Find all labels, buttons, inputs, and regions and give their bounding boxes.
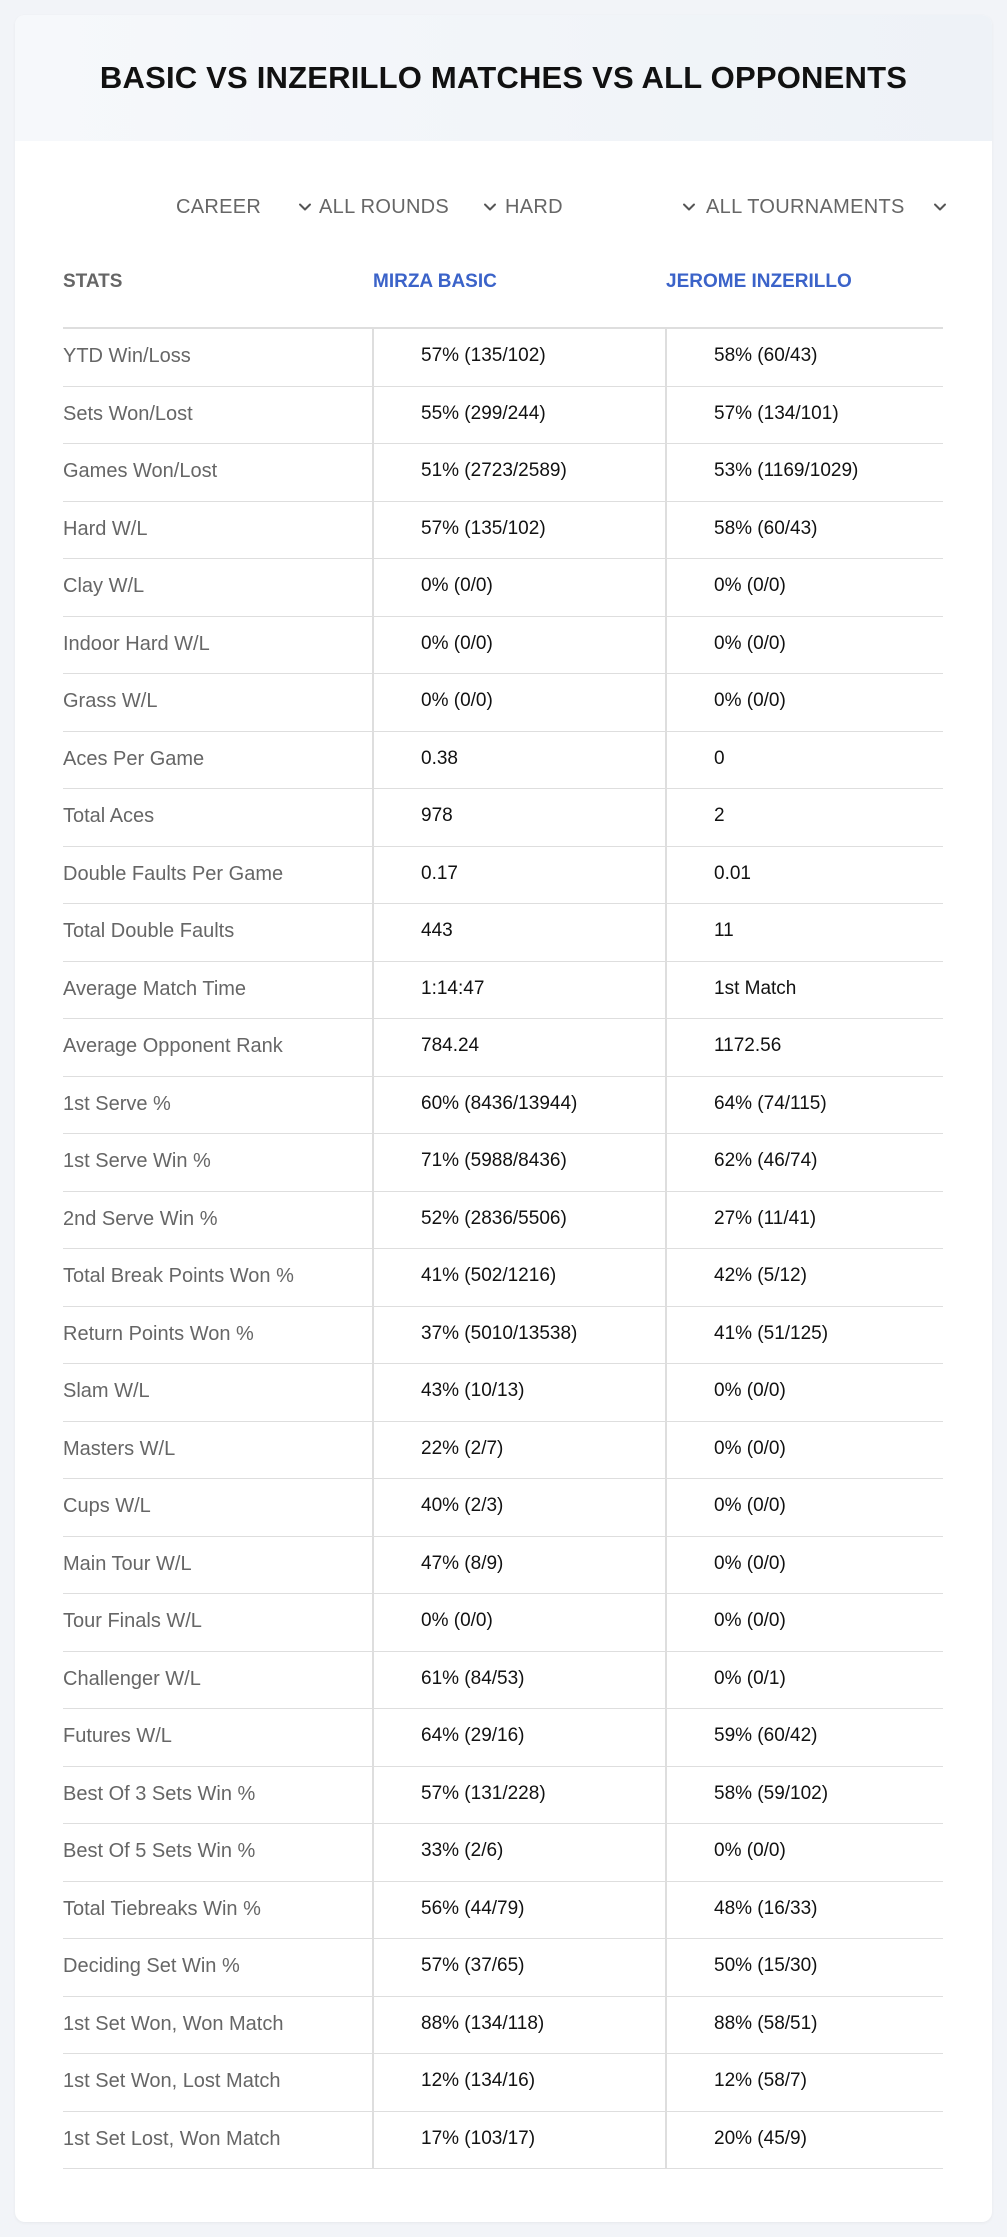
- column-divider: [372, 502, 374, 559]
- column-divider: [372, 387, 374, 444]
- player1-stat-value: 56% (44/79): [421, 1897, 525, 1919]
- player2-stat-value: 0% (0/0): [714, 575, 786, 596]
- player1-stat-value: 57% (131/228): [421, 1782, 546, 1804]
- column-divider: [665, 1997, 667, 2054]
- column-divider: [372, 617, 374, 674]
- player1-stat-value: 33% (2/6): [421, 1840, 504, 1861]
- table-row: [63, 1767, 943, 1825]
- stats-column-header: STATS: [63, 271, 123, 292]
- column-divider: [372, 2054, 374, 2111]
- table-row: [63, 387, 943, 445]
- player1-stat-value: 55% (299/244): [421, 402, 546, 424]
- column-divider: [665, 1249, 667, 1306]
- player1-stat-value: 47% (8/9): [421, 1552, 504, 1574]
- player1-stat-value: 57% (37/65): [421, 1955, 525, 1976]
- player1-stat-value: 61% (84/53): [421, 1667, 525, 1689]
- column-divider: [665, 1134, 667, 1191]
- column-divider: [665, 444, 667, 501]
- column-divider: [665, 1882, 667, 1939]
- column-divider: [665, 962, 667, 1019]
- column-divider: [372, 1192, 374, 1249]
- table-body: [63, 329, 943, 2169]
- column-divider: [372, 1364, 374, 1421]
- table-header: [63, 249, 943, 329]
- stat-label: Futures W/L: [63, 1725, 172, 1747]
- stat-label: Sets Won/Lost: [63, 402, 193, 425]
- table-row: [63, 732, 943, 790]
- stat-label: Main Tour W/L: [63, 1552, 192, 1575]
- stat-label: 1st Set Lost, Won Match: [63, 2127, 281, 2150]
- table-row: [63, 444, 943, 502]
- stat-label: Deciding Set Win %: [63, 1955, 240, 1977]
- player1-stat-value: 88% (134/118): [421, 2012, 545, 2034]
- table-row: [63, 1479, 943, 1537]
- player1-stat-value: 0% (0/0): [421, 575, 493, 596]
- table-row: [63, 1709, 943, 1767]
- rounds-select-label: ALL ROUNDS: [319, 195, 450, 218]
- player2-stat-value: 0% (0/0): [714, 690, 786, 711]
- surface-select-label: HARD: [505, 195, 563, 218]
- player2-stat-value: 0% (0/0): [714, 1610, 786, 1631]
- column-divider: [372, 559, 374, 616]
- stat-label: Best Of 5 Sets Win %: [63, 1840, 256, 1862]
- player1-stat-value: 60% (8436/13944): [421, 1092, 578, 1114]
- table-row: [63, 1249, 943, 1307]
- player2-stat-value: 0% (0/0): [714, 1840, 786, 1861]
- player2-stat-value: 20% (45/9): [714, 2127, 807, 2149]
- stat-label: 1st Set Won, Lost Match: [63, 2070, 281, 2092]
- stat-label: Slam W/L: [63, 1380, 150, 1402]
- column-divider: [372, 674, 374, 731]
- table-row: [63, 1824, 943, 1882]
- stat-label: 1st Serve Win %: [63, 1150, 211, 1172]
- column-divider: [665, 1824, 667, 1881]
- player1-stat-value: 978: [421, 805, 453, 826]
- player1-stat-value: 51% (2723/2589): [421, 460, 567, 481]
- column-divider: [665, 1537, 667, 1594]
- player1-stat-value: 0% (0/0): [421, 632, 493, 654]
- table-row: [63, 1422, 943, 1480]
- player2-stat-value: 58% (59/102): [714, 1782, 829, 1804]
- column-divider: [372, 1652, 374, 1709]
- column-divider: [665, 789, 667, 846]
- table-row: [63, 329, 943, 387]
- stat-label: Double Faults Per Game: [63, 862, 284, 885]
- player2-stat-value: 1st Match: [714, 977, 797, 999]
- table-row: [63, 904, 943, 962]
- player2-stat-value: 0% (0/0): [714, 1380, 786, 1401]
- stat-label: Total Double Faults: [63, 920, 235, 942]
- player2-stat-value: 27% (11/41): [714, 1207, 817, 1229]
- player1-stat-value: 64% (29/16): [421, 1725, 525, 1746]
- filter-bar: [15, 187, 992, 227]
- player1-stat-value: 43% (10/13): [421, 1380, 525, 1401]
- stat-label: YTD Win/Loss: [63, 345, 191, 367]
- column-divider: [665, 2112, 667, 2169]
- player1-stat-value: 12% (134/16): [421, 2070, 536, 2091]
- table-row: [63, 674, 943, 732]
- column-divider: [665, 502, 667, 559]
- stat-label: Cups W/L: [63, 1495, 151, 1517]
- column-divider: [372, 1709, 374, 1766]
- table-row: [63, 1364, 943, 1422]
- stat-label: Challenger W/L: [63, 1667, 201, 1690]
- table-row: [63, 617, 943, 675]
- column-divider: [372, 1882, 374, 1939]
- player2-stat-value: 57% (134/101): [714, 402, 839, 424]
- player1-stat-value: 71% (5988/8436): [421, 1150, 567, 1171]
- player2-stat-value: 0.01: [714, 862, 751, 884]
- column-divider: [665, 2054, 667, 2111]
- player2-stat-value: 58% (60/43): [714, 517, 818, 539]
- column-divider: [372, 1594, 374, 1651]
- stat-label: Total Break Points Won %: [63, 1265, 294, 1287]
- column-divider: [665, 1307, 667, 1364]
- column-divider: [372, 1767, 374, 1824]
- stat-label: Clay W/L: [63, 575, 145, 597]
- table-row: [63, 1882, 943, 1940]
- chevron-down-icon: [296, 198, 314, 216]
- player2-stat-value: 2: [714, 805, 725, 826]
- column-divider: [372, 1939, 374, 1996]
- player1-stat-value: 1:14:47: [421, 977, 485, 999]
- table-row: [63, 2054, 943, 2112]
- column-divider: [665, 1479, 667, 1536]
- player2-stat-value: 0% (0/0): [714, 1552, 786, 1574]
- column-divider: [372, 847, 374, 904]
- column-divider: [665, 1077, 667, 1134]
- chevron-down-icon: [680, 198, 698, 216]
- table-row: [63, 962, 943, 1020]
- table-row: [63, 1939, 943, 1997]
- table-row: [63, 1307, 943, 1365]
- table-row: [63, 502, 943, 560]
- column-divider: [372, 2112, 374, 2169]
- surface-select[interactable]: [505, 187, 700, 227]
- tournaments-select[interactable]: [706, 187, 956, 227]
- period-select-label: CAREER: [176, 195, 262, 218]
- rounds-select[interactable]: [319, 187, 499, 227]
- stat-label: Games Won/Lost: [63, 460, 218, 482]
- stat-label: Total Aces: [63, 805, 155, 827]
- player1-stat-value: 57% (135/102): [421, 517, 546, 539]
- table-row: [63, 789, 943, 847]
- chevron-down-icon: [481, 198, 499, 216]
- page-title: BASIC VS INZERILLO MATCHES VS ALL OPPONENTS: [99, 60, 908, 95]
- stat-label: Return Points Won %: [63, 1322, 254, 1345]
- player1-stat-value: 17% (103/17): [421, 2127, 536, 2149]
- player1-stat-value: 37% (5010/13538): [421, 1322, 578, 1344]
- player2-stat-value: 0% (0/0): [714, 1495, 786, 1516]
- player2-stat-value: 0: [714, 747, 725, 769]
- player2-stat-value: 88% (58/51): [714, 2012, 818, 2034]
- player2-stat-value: 1172.56: [714, 1035, 782, 1056]
- stat-label: Best Of 3 Sets Win %: [63, 1782, 256, 1805]
- period-select[interactable]: [176, 187, 316, 227]
- player2-stat-value: 0% (0/0): [714, 1437, 786, 1459]
- table-row: [63, 1652, 943, 1710]
- column-divider: [372, 904, 374, 961]
- column-divider: [372, 732, 374, 789]
- column-divider: [372, 1997, 374, 2054]
- column-divider: [372, 329, 374, 386]
- stat-label: 1st Serve %: [63, 1092, 171, 1115]
- player1-stat-value: 40% (2/3): [421, 1495, 504, 1516]
- column-divider: [665, 1709, 667, 1766]
- table-row: [63, 1019, 943, 1077]
- stat-label: 2nd Serve Win %: [63, 1207, 218, 1230]
- table-row: [63, 1192, 943, 1250]
- column-divider: [665, 1019, 667, 1076]
- player2-stat-value: 62% (46/74): [714, 1150, 818, 1171]
- table-row: [63, 1594, 943, 1652]
- column-divider: [372, 962, 374, 1019]
- column-divider: [665, 732, 667, 789]
- stat-label: Tour Finals W/L: [63, 1610, 202, 1632]
- column-divider: [665, 1939, 667, 1996]
- player2-stat-value: 50% (15/30): [714, 1955, 818, 1976]
- player2-stat-value: 42% (5/12): [714, 1265, 807, 1286]
- comparison-card: [15, 15, 992, 2222]
- player1-stat-value: 784.24: [421, 1035, 480, 1056]
- column-divider: [665, 617, 667, 674]
- column-divider: [665, 329, 667, 386]
- player2-stat-value: 48% (16/33): [714, 1897, 818, 1919]
- column-divider: [372, 1019, 374, 1076]
- column-divider: [665, 904, 667, 961]
- chevron-down-icon: [931, 198, 949, 216]
- table-row: [63, 559, 943, 617]
- column-divider: [372, 1307, 374, 1364]
- column-divider: [665, 559, 667, 616]
- player2-stat-value: 53% (1169/1029): [714, 460, 859, 481]
- column-divider: [665, 1594, 667, 1651]
- player2-stat-value: 0% (0/0): [714, 632, 786, 654]
- player1-stat-value: 52% (2836/5506): [421, 1207, 567, 1229]
- tournaments-select-label: ALL TOURNAMENTS: [706, 195, 905, 218]
- column-divider: [665, 387, 667, 444]
- table-row: [63, 2112, 943, 2170]
- player1-stat-value: 0% (0/0): [421, 1610, 493, 1631]
- player1-stat-value: 443: [421, 920, 453, 941]
- table-row: [63, 1537, 943, 1595]
- player1-stat-value: 57% (135/102): [421, 345, 546, 366]
- player2-stat-value: 12% (58/7): [714, 2070, 807, 2091]
- column-divider: [372, 1134, 374, 1191]
- column-divider: [665, 1422, 667, 1479]
- player1-stat-value: 22% (2/7): [421, 1437, 504, 1459]
- player2-stat-value: 0% (0/1): [714, 1667, 786, 1689]
- player2-stat-value: 41% (51/125): [714, 1322, 829, 1344]
- table-row: [63, 1077, 943, 1135]
- column-divider: [665, 1767, 667, 1824]
- player2-name-link[interactable]: JEROME INZERILLO: [666, 271, 852, 292]
- stat-label: Indoor Hard W/L: [63, 632, 210, 655]
- column-divider: [665, 1192, 667, 1249]
- column-divider: [372, 1249, 374, 1306]
- player1-stat-value: 0.17: [421, 862, 458, 884]
- column-divider: [372, 1077, 374, 1134]
- table-row: [63, 1997, 943, 2055]
- player2-stat-value: 64% (74/115): [714, 1092, 827, 1114]
- column-divider: [372, 1479, 374, 1536]
- player1-name-link[interactable]: MIRZA BASIC: [373, 271, 497, 292]
- stat-label: Average Opponent Rank: [63, 1035, 283, 1057]
- player2-stat-value: 59% (60/42): [714, 1725, 818, 1746]
- column-divider: [665, 1364, 667, 1421]
- stat-label: Aces Per Game: [63, 747, 205, 770]
- column-divider: [372, 1824, 374, 1881]
- player2-stat-value: 11: [714, 920, 734, 941]
- stat-label: Total Tiebreaks Win %: [63, 1897, 261, 1920]
- table-row: [63, 1134, 943, 1192]
- player1-stat-value: 41% (502/1216): [421, 1265, 557, 1286]
- player1-stat-value: 0.38: [421, 747, 458, 769]
- stat-label: Grass W/L: [63, 690, 158, 712]
- player1-stat-value: 0% (0/0): [421, 690, 493, 711]
- column-divider: [372, 1422, 374, 1479]
- player2-stat-value: 58% (60/43): [714, 345, 818, 366]
- column-divider: [665, 1652, 667, 1709]
- stat-label: Hard W/L: [63, 517, 148, 540]
- column-divider: [372, 1537, 374, 1594]
- column-divider: [665, 674, 667, 731]
- stat-label: Average Match Time: [63, 977, 247, 1000]
- stat-label: Masters W/L: [63, 1437, 176, 1460]
- stats-table: [63, 249, 943, 2169]
- stat-label: 1st Set Won, Won Match: [63, 2012, 284, 2035]
- column-divider: [372, 789, 374, 846]
- table-row: [63, 847, 943, 905]
- column-divider: [372, 444, 374, 501]
- card-header: [15, 15, 992, 141]
- column-divider: [665, 847, 667, 904]
